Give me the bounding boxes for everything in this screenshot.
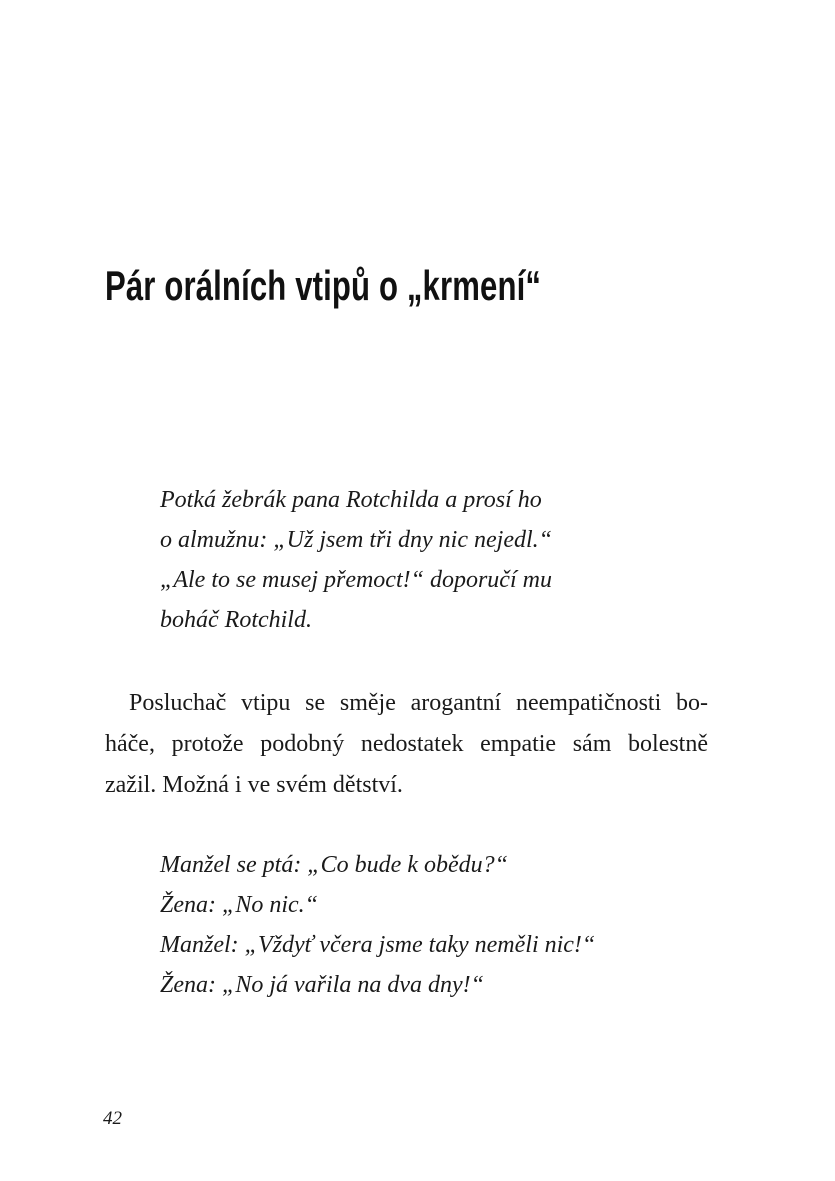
joke-line: boháč Rotchild.: [160, 607, 312, 633]
commentary-paragraph: [105, 683, 708, 806]
joke-line: Žena: „No já vařila na dva dny!“: [160, 972, 484, 998]
paragraph-line: Posluchač vtipu se směje arogantní neempatičnosti bo-: [129, 690, 708, 716]
chapter-title: Pár orálních vtipů o „krmení“: [105, 262, 542, 309]
joke-husband-wife: [160, 845, 595, 1005]
joke-line: Potká žebrák pana Rotchilda a prosí ho: [160, 487, 542, 513]
joke-line: „Ale to se musej přemoct!“ doporučí mu: [160, 567, 552, 593]
joke-line: Manžel: „Vždyť včera jsme taky neměli nic!“: [160, 932, 596, 958]
joke-line: Manžel se ptá: „Co bude k obědu?“: [160, 852, 508, 878]
page-number: 42: [103, 1108, 122, 1129]
paragraph-line: zažil. Možná i ve svém dětství.: [105, 772, 403, 798]
joke-line: o almužnu: „Už jsem tři dny nic nejedl.“: [160, 527, 552, 553]
joke-line: Žena: „No nic.“: [160, 892, 319, 918]
joke-beggar-rotchild: [160, 480, 552, 640]
paragraph-line: háče, protože podobný nedostatek empatie sám bolestně: [105, 731, 708, 757]
